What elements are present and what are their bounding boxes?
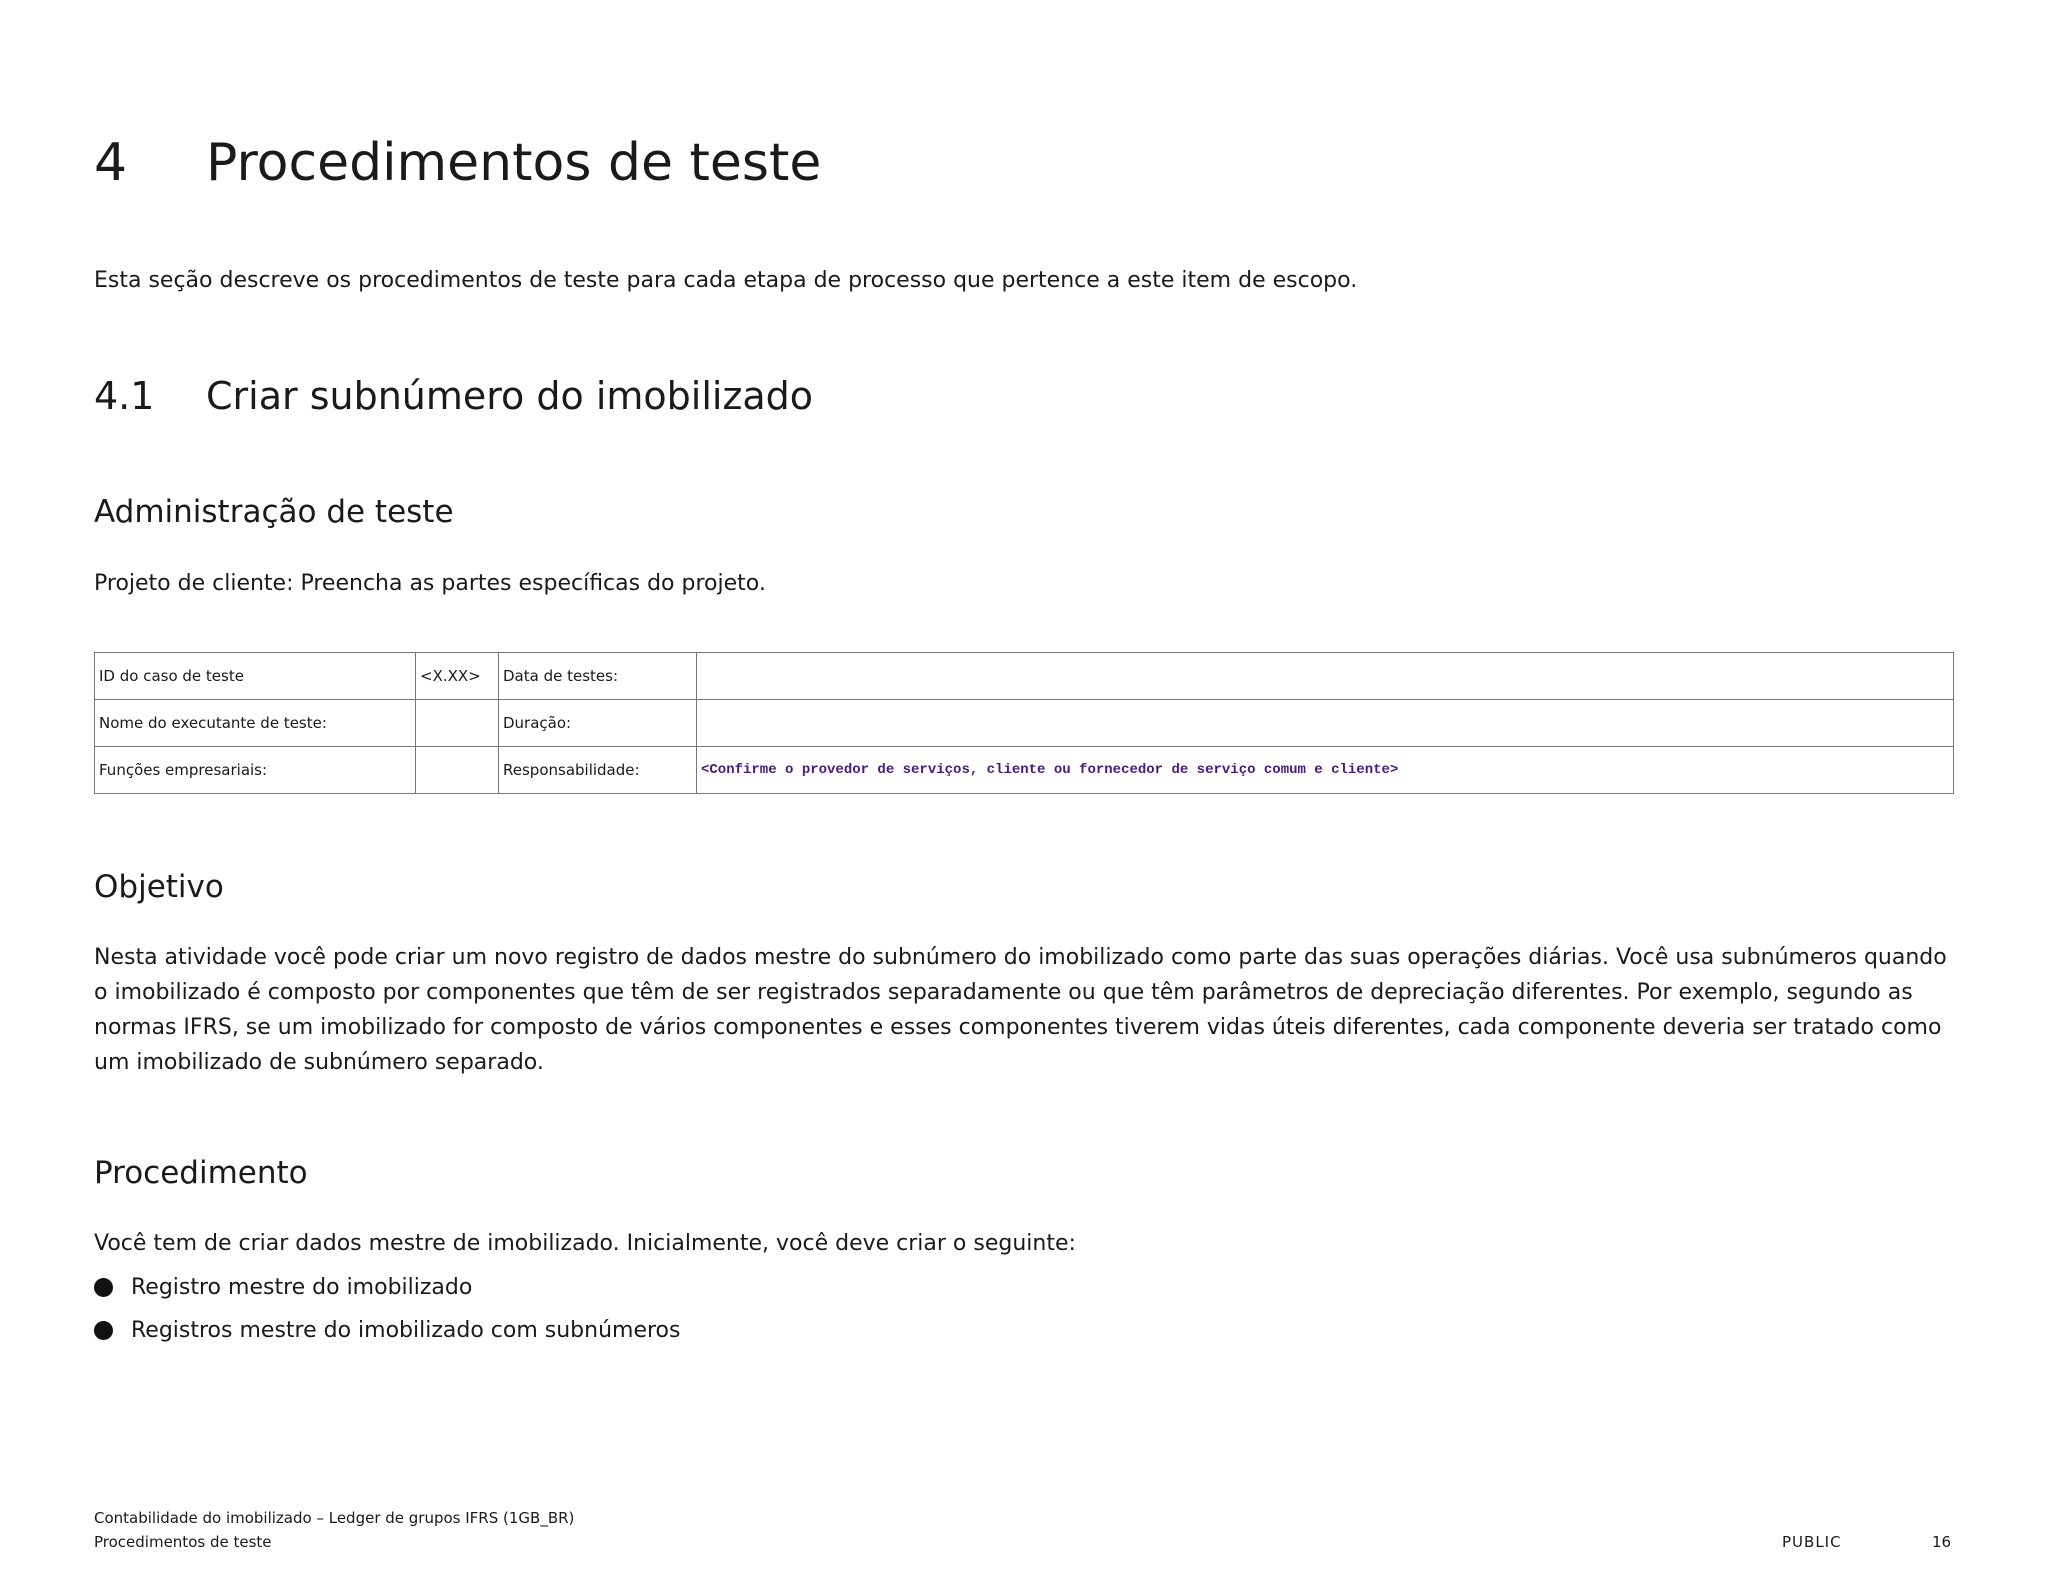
table-cell: Funções empresariais: xyxy=(95,747,416,794)
table-cell xyxy=(416,700,499,747)
table-row xyxy=(95,700,1954,747)
footer-line-1: Contabilidade do imobilizado – Ledger de grupos IFRS (1GB_BR) xyxy=(94,1509,575,1527)
table-cell: Nome do executante de teste: xyxy=(95,700,416,747)
footer-line-2: Procedimentos de teste xyxy=(94,1533,272,1551)
objective-text: Nesta atividade você pode criar um novo registro de dados mestre do subnúmero do imobilizado como parte das suas operações diárias. Você usa subnúmeros quando o imobilizado é composto por componentes que têm de ser registrados separadamente ou que têm parâmetros de depreciação diferentes. Por exemplo, segundo as normas IFRS, se um imobilizado for composto de vários componentes e esses componentes tiverem vidas úteis diferentes, cada componente deveria ser tratado como um imobilizado de subnúmero separado. xyxy=(94,945,1947,1075)
chapter-intro: Esta seção descreve os procedimentos de teste para cada etapa de processo que pertence a este item de escopo. xyxy=(94,268,1358,293)
list-item xyxy=(94,1266,680,1309)
test-admin-table xyxy=(94,652,1954,794)
footer-classification: PUBLIC xyxy=(1782,1533,1842,1551)
document-page xyxy=(94,0,1954,1582)
footer-page-number: 16 xyxy=(1932,1533,1952,1551)
table-cell: <X.XX> xyxy=(416,653,499,700)
admin-text: Projeto de cliente: Preencha as partes específicas do projeto. xyxy=(94,571,766,596)
chapter-number: 4 xyxy=(94,133,128,193)
section-heading xyxy=(94,370,813,422)
table-cell xyxy=(697,700,1954,747)
objective-heading: Objetivo xyxy=(94,869,224,905)
bullet-icon xyxy=(94,1278,113,1297)
list-item-label: Registros mestre do imobilizado com subnúmeros xyxy=(131,1318,681,1343)
responsibility-placeholder: <Confirme o provedor de serviços, cliente ou fornecedor de serviço comum e cliente> xyxy=(697,747,1954,794)
section-number: 4.1 xyxy=(94,374,155,418)
footer-document-title xyxy=(94,1506,574,1554)
chapter-title: Procedimentos de teste xyxy=(206,133,822,193)
table-row xyxy=(95,653,1954,700)
admin-heading: Administração de teste xyxy=(94,494,454,530)
table-cell: Responsabilidade: xyxy=(499,747,697,794)
list-item xyxy=(94,1309,680,1352)
procedure-heading: Procedimento xyxy=(94,1155,308,1191)
chapter-heading xyxy=(94,128,821,198)
table-cell: ID do caso de teste xyxy=(95,653,416,700)
table-cell: Data de testes: xyxy=(499,653,697,700)
procedure-text: Você tem de criar dados mestre de imobilizado. Inicialmente, você deve criar o seguinte: xyxy=(94,1231,1076,1256)
list-item-label: Registro mestre do imobilizado xyxy=(131,1275,473,1300)
section-title: Criar subnúmero do imobilizado xyxy=(206,374,814,418)
procedure-list xyxy=(94,1266,680,1352)
table-cell: Duração: xyxy=(499,700,697,747)
table-cell xyxy=(697,653,1954,700)
table-cell xyxy=(416,747,499,794)
bullet-icon xyxy=(94,1321,113,1340)
table-row xyxy=(95,747,1954,794)
